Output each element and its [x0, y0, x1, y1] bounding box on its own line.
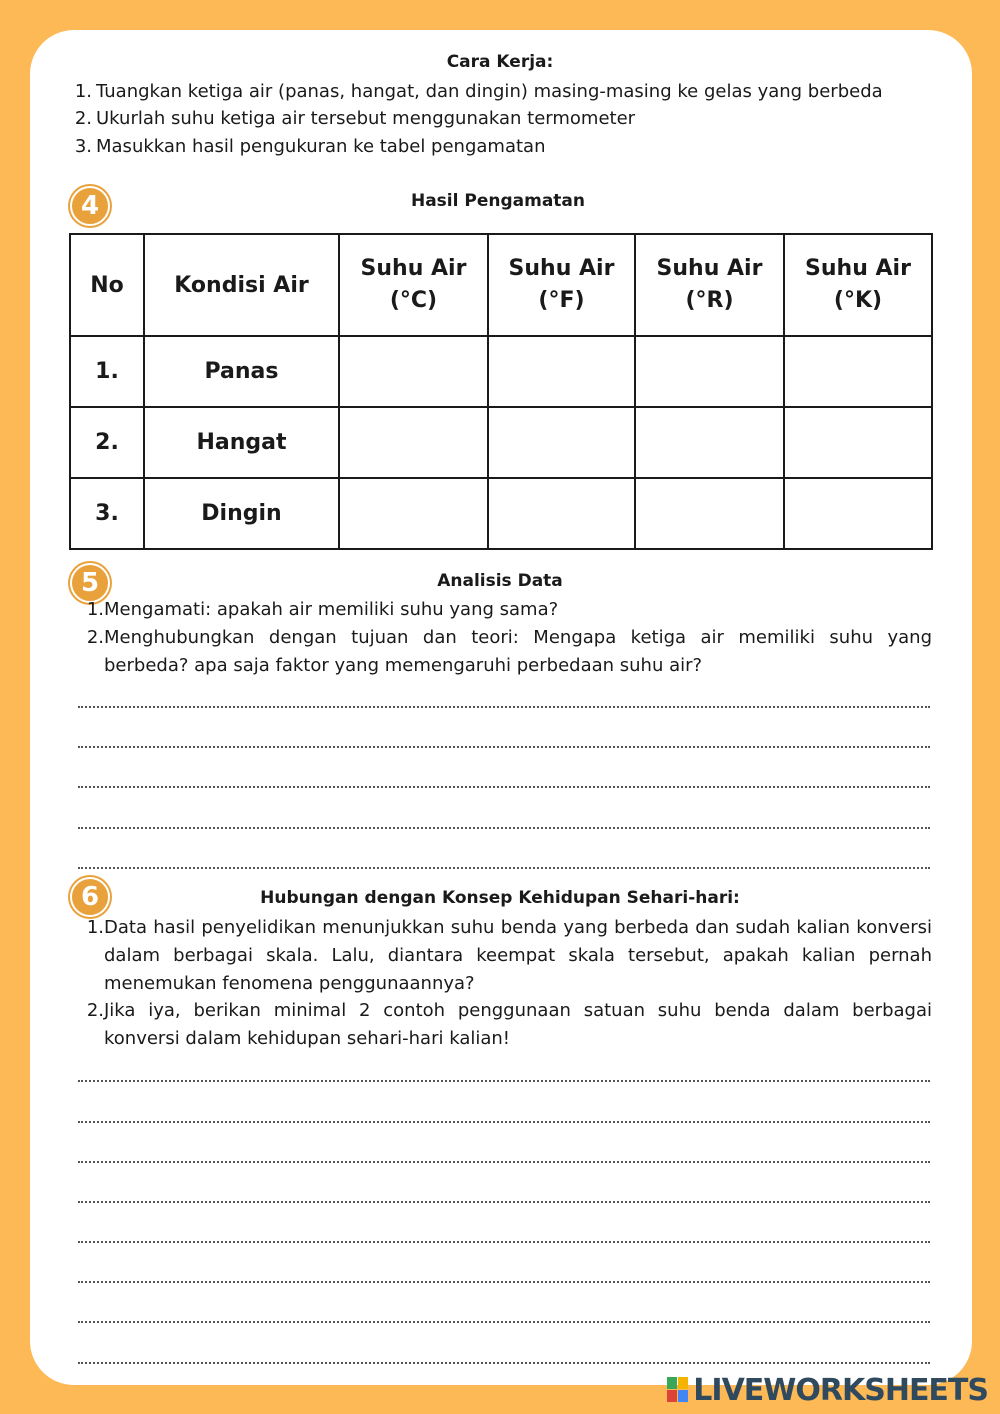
logo-mark-icon [667, 1377, 689, 1403]
cell-kelvin-input[interactable] [784, 478, 932, 549]
row-number: 3. [70, 478, 144, 549]
header-unit: (°K) [833, 288, 883, 313]
item-text: Data hasil penyelidikan menunjukkan suhu benda yang berbeda dan sudah kalian konversi dalam berbagai skala. Lalu, diantara keempat skala tersebut, apakah kalian pernah menemukan fenomena penggunaannya? [104, 917, 932, 994]
item-text: Mengamati: apakah air memiliki suhu yang sama? [104, 599, 559, 620]
section-badge-5: 5 [70, 563, 110, 603]
header-suhu-celsius [339, 234, 488, 336]
row-number: 2. [70, 407, 144, 478]
answer-line[interactable] [78, 1362, 930, 1364]
cara-kerja-step-3 [72, 133, 545, 161]
table-header-row [70, 234, 932, 336]
cell-reamur-input[interactable] [635, 407, 784, 478]
liveworksheets-logo[interactable] [667, 1372, 988, 1408]
header-suhu-kelvin [784, 234, 932, 336]
header-kondisi-air: Kondisi Air [144, 234, 339, 336]
header-suhu-fahrenheit [488, 234, 635, 336]
cell-reamur-input[interactable] [635, 336, 784, 407]
answer-line[interactable] [78, 786, 930, 788]
item-number: 1. [86, 917, 104, 938]
item-text: Menghubungkan dengan tujuan dan teori: Mengapa ketiga air memiliki suhu yang berbeda? apa saja faktor yang memengaruhi perbedaan suhu air? [104, 627, 932, 676]
step-text: Tuangkan ketiga air (panas, hangat, dan dingin) masing-masing ke gelas yang berbeda [96, 81, 883, 102]
header-unit: (°R) [685, 288, 734, 313]
analisis-data-title: Analisis Data [437, 571, 563, 591]
header-unit: (°C) [389, 288, 438, 313]
header-unit: (°F) [538, 288, 585, 313]
item-text: Jika iya, berikan minimal 2 contoh penggunaan satuan suhu benda dalam berbagai konversi dalam kehidupan sehari-hari kalian! [104, 1000, 932, 1049]
answer-line[interactable] [78, 1161, 930, 1163]
step-text: Masukkan hasil pengukuran ke tabel pengamatan [96, 136, 546, 157]
cell-celsius-input[interactable] [339, 407, 488, 478]
step-number: 1. [74, 81, 92, 102]
section-badge-4: 4 [70, 186, 110, 226]
cell-fahrenheit-input[interactable] [488, 407, 635, 478]
header-label: Suhu Air [656, 256, 763, 281]
step-number: 2. [74, 108, 92, 129]
cell-reamur-input[interactable] [635, 478, 784, 549]
cell-fahrenheit-input[interactable] [488, 478, 635, 549]
answer-line[interactable] [78, 1201, 930, 1203]
header-label: Suhu Air [805, 256, 911, 281]
header-label: Suhu Air [360, 256, 467, 281]
analisis-item-2 [84, 624, 932, 680]
hubungan-item-2 [84, 997, 932, 1053]
answer-line[interactable] [78, 1321, 930, 1323]
item-number: 2. [86, 627, 104, 648]
step-text: Ukurlah suhu ketiga air tersebut menggunakan termometer [96, 108, 636, 129]
header-suhu-reamur [635, 234, 784, 336]
step-number: 3. [74, 136, 92, 157]
hubungan-item-1 [84, 914, 932, 998]
row-number: 1. [70, 336, 144, 407]
answer-line[interactable] [78, 827, 930, 829]
cara-kerja-step-2 [72, 105, 635, 133]
row-kondisi: Panas [144, 336, 339, 407]
cell-celsius-input[interactable] [339, 336, 488, 407]
cara-kerja-title: Cara Kerja: [446, 52, 554, 72]
section-badge-6: 6 [70, 877, 110, 917]
cell-celsius-input[interactable] [339, 478, 488, 549]
cara-kerja-step-1 [72, 78, 883, 106]
answer-line[interactable] [78, 746, 930, 748]
answer-line[interactable] [78, 1241, 930, 1243]
row-kondisi: Hangat [144, 407, 339, 478]
item-number: 2. [86, 1000, 104, 1021]
observation-table [69, 233, 933, 550]
answer-line[interactable] [78, 1121, 930, 1123]
hubungan-title: Hubungan dengan Konsep Kehidupan Sehari-hari: [260, 888, 740, 908]
table-row [70, 407, 932, 478]
answer-line[interactable] [78, 1080, 930, 1082]
answer-line[interactable] [78, 867, 930, 869]
table-row [70, 336, 932, 407]
logo-text: LIVEWORKSHEETS [693, 1372, 988, 1408]
row-kondisi: Dingin [144, 478, 339, 549]
item-number: 1. [86, 599, 104, 620]
cell-kelvin-input[interactable] [784, 336, 932, 407]
header-label: Suhu Air [508, 256, 615, 281]
table-row [70, 478, 932, 549]
answer-line[interactable] [78, 1281, 930, 1283]
analisis-item-1 [84, 596, 932, 624]
hasil-pengamatan-title: Hasil Pengamatan [410, 191, 585, 211]
answer-line[interactable] [78, 706, 930, 708]
header-no: No [70, 234, 144, 336]
cell-kelvin-input[interactable] [784, 407, 932, 478]
cell-fahrenheit-input[interactable] [488, 336, 635, 407]
